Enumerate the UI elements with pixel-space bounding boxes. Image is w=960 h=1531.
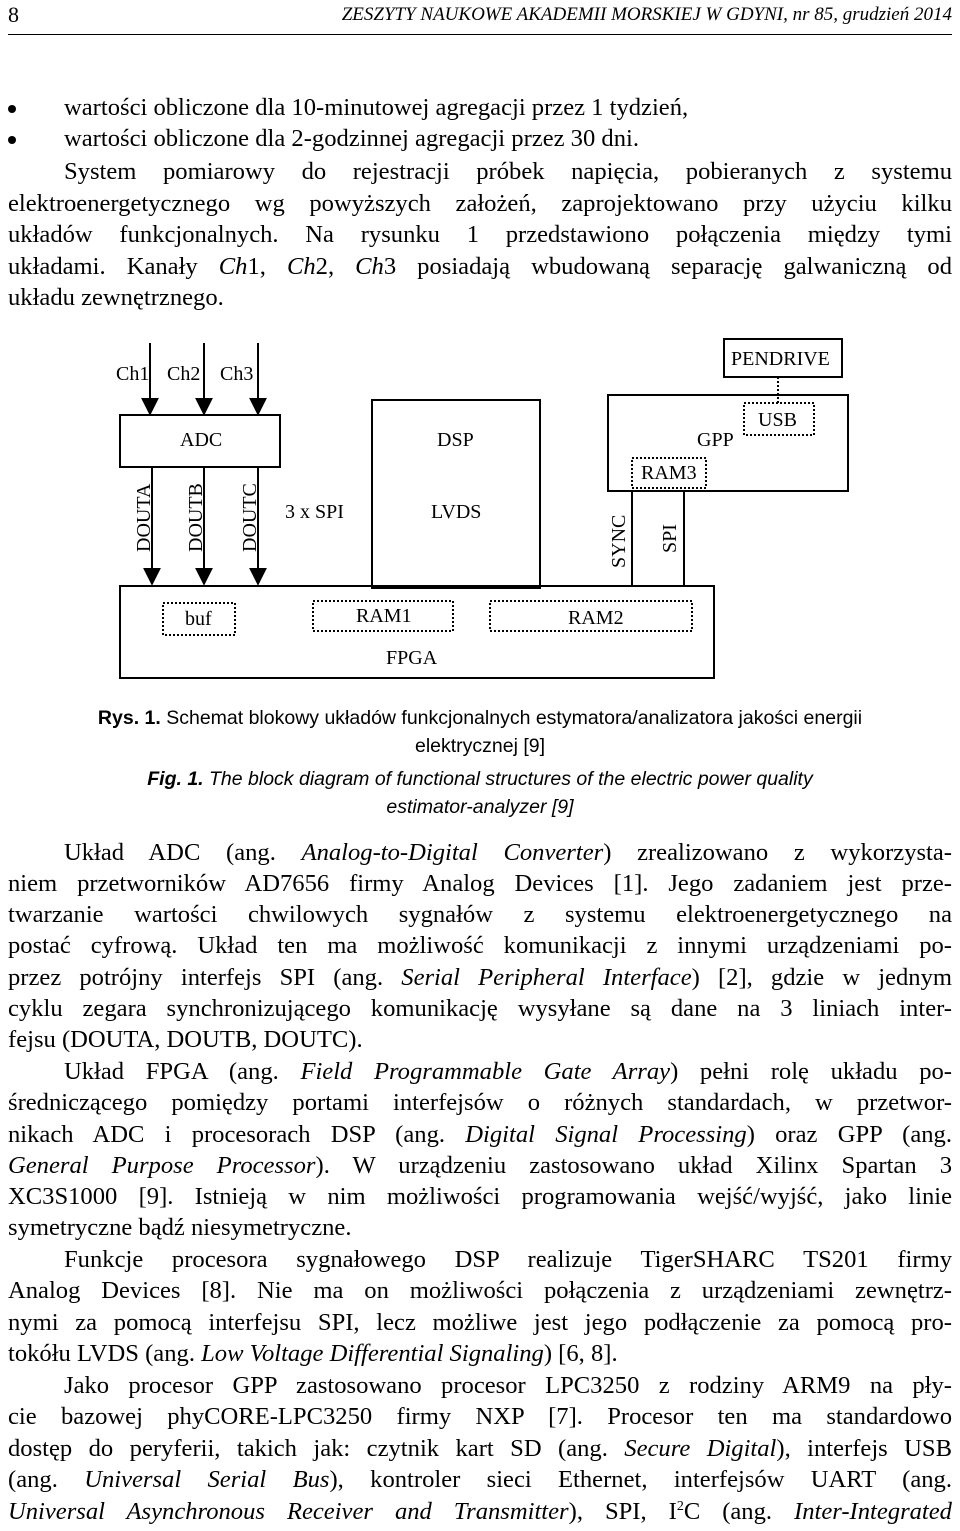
body-line: przez potrójny interfejs SPI (ang. Serial Peripheral Interface) [2], gdzie w jednym — [8, 964, 952, 991]
body-line: niem przetworników AD7656 firmy Analog Devices [1]. Jego zadaniem jest prze- — [8, 870, 952, 897]
dsp-label: DSP — [437, 429, 474, 451]
intro-line: układami. Kanały Ch1, Ch2, Ch3 posiadają wbudowaną separację galwaniczną od — [8, 253, 953, 280]
buf-label: buf — [185, 608, 212, 630]
bullet-dot-icon — [8, 105, 16, 113]
body-line: Jako procesor GPP zastosowano procesor LPC3250 z rodziny ARM9 na pły- — [64, 1372, 952, 1399]
body-line: Układ ADC (ang. Analog-to-Digital Converter) zrealizowano z wykorzysta- — [64, 839, 952, 866]
body-line: Analog Devices [8]. Nie ma on możliwości połączenia z urządzeniami zewnętrz- — [8, 1277, 952, 1304]
figure-caption-pl: Rys. 1. Schemat blokowy układów funkcjonalnych estymatora/analizatora jakości energii elektrycznej [9] — [97, 707, 863, 757]
page-number: 8 — [8, 2, 19, 27]
channel-label: Ch1 — [116, 363, 150, 385]
body-line: (ang. Universal Serial Bus), kontroler sieci Ethernet, interfejsów UART (ang. — [8, 1466, 952, 1493]
dout-label: DOUTB — [185, 483, 207, 552]
channel-label: Ch3 — [220, 363, 254, 385]
channel-label: Ch2 — [167, 363, 201, 385]
spi-label: SPI — [659, 524, 681, 553]
dout-label: DOUTC — [239, 483, 261, 552]
dout-label: DOUTA — [133, 483, 155, 552]
gpp-label: GPP — [697, 429, 734, 451]
adc-label: ADC — [180, 429, 223, 451]
figure-caption-en: Fig. 1. The block diagram of functional structures of the electric power quality estimator-analyzer [9] — [147, 768, 813, 818]
sync-label: SYNC — [608, 514, 630, 568]
body-line: XC3S1000 [9]. Istnieją w nim możliwości programowania wejść/wyjść, jako linie — [8, 1183, 952, 1210]
intro-line: System pomiarowy do rejestracji próbek napięcia, pobieranych z systemu — [64, 158, 952, 185]
ram3-label: RAM3 — [641, 462, 697, 484]
body-line: średniczącego pomiędzy portami interfejsów o różnych standardach, w przetwor- — [8, 1089, 952, 1116]
body-line: postać cyfrową. Układ ten ma możliwość komunikacji z innymi urządzeniami po- — [8, 932, 952, 959]
bullet-dot-icon — [8, 136, 16, 144]
body-line: Funkcje procesora sygnałowego DSP realizuje TigerSHARC TS201 firmy — [64, 1246, 952, 1273]
body-line: Universal Asynchronous Receiver and Transmitter), SPI, $I^2C$ (ang. Inter-Integrated — [8, 1498, 952, 1525]
body-line: twarzanie wartości chwilowych sygnałów z systemu elektroenergetycznego na — [8, 901, 952, 928]
spi3-label: 3 x SPI — [285, 501, 344, 523]
fpga-label: FPGA — [386, 647, 438, 669]
body-line: cyklu zegara synchronizującego komunikację wysyłane są dane na 3 liniach inter- — [8, 995, 952, 1022]
lvds-label: LVDS — [431, 501, 482, 523]
body-line: nymi za pomocą interfejsu SPI, lecz możliwe jest jego podłączenie za pomocą pro- — [8, 1309, 952, 1336]
body-line: symetryczne bądź niesymetryczne. — [8, 1214, 352, 1241]
journal-title: ZESZYTY NAUKOWE AKADEMII MORSKIEJ W GDYNI, nr 85, grudzień 2014 — [341, 4, 952, 25]
body-line: cie bazowej phyCORE-LPC3250 firmy NXP [7]. Procesor ten ma standardowo — [8, 1403, 952, 1430]
intro-line: układów funkcjonalnych. Na rysunku 1 przedstawiono połączenia między tymi — [8, 221, 952, 248]
page-header — [8, 0, 952, 35]
body-line: dostęp do peryferii, takich jak: czytnik kart SD (ang. Secure Digital), interfejs USB — [8, 1435, 952, 1462]
ram2-label: RAM2 — [568, 607, 624, 629]
block-diagram — [0, 330, 960, 690]
intro-line: elektroenergetycznego wg powyższych założeń, zaprojektowano przy użyciu kilku — [8, 190, 952, 217]
pendrive-label: PENDRIVE — [731, 348, 830, 370]
body-line: tokółu LVDS (ang. Low Voltage Differential Signaling) [6, 8]. — [8, 1340, 618, 1367]
body-line: General Purpose Processor). W urządzeniu zastosowano układ Xilinx Spartan 3 — [8, 1152, 952, 1179]
body-line: fejsu (DOUTA, DOUTB, DOUTC). — [8, 1026, 363, 1053]
usb-label: USB — [758, 409, 797, 431]
ram1-label: RAM1 — [356, 605, 412, 627]
body-line: nikach ADC i procesorach DSP (ang. Digital Signal Processing) oraz GPP (ang. — [8, 1121, 952, 1148]
body-line: Układ FPGA (ang. Field Programmable Gate Array) pełni rolę układu po- — [64, 1058, 953, 1085]
intro-line: układu zewnętrznego. — [8, 284, 224, 311]
